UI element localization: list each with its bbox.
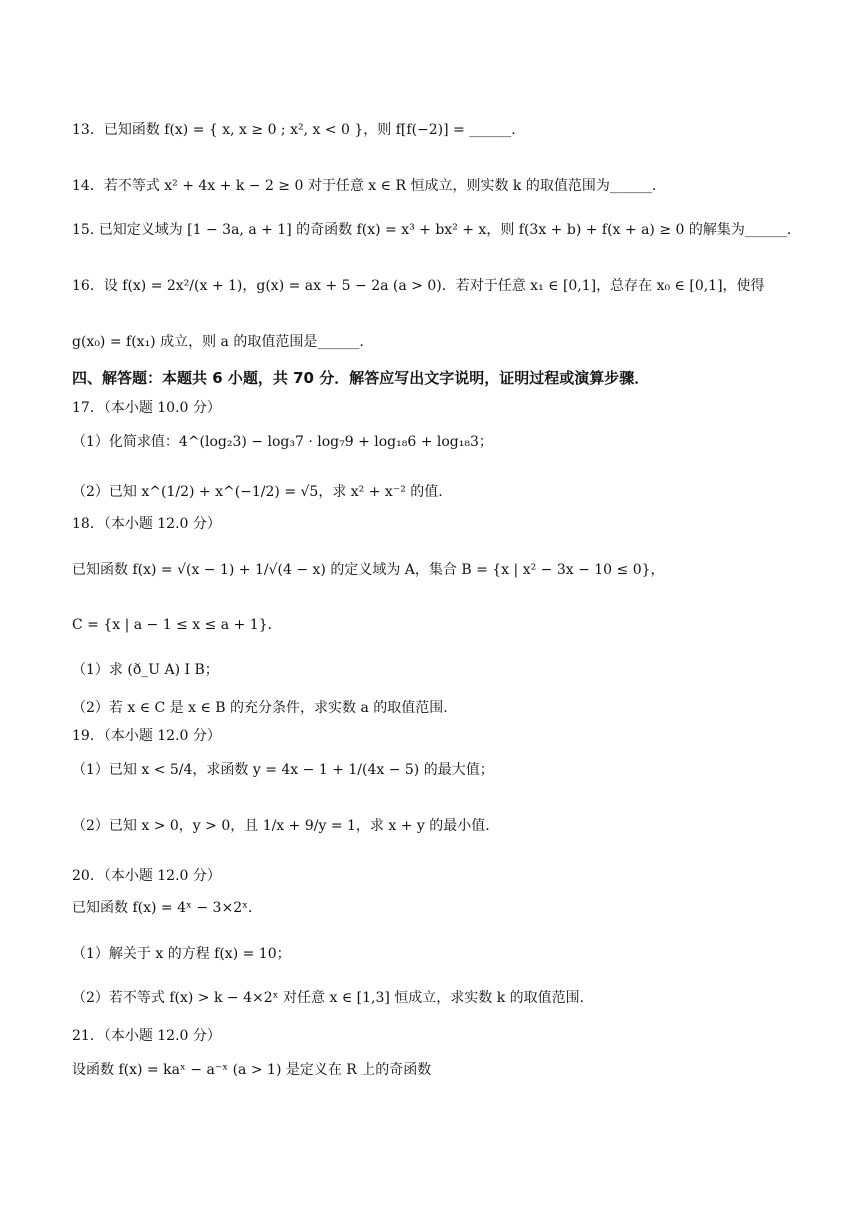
problem-16-line1: 16．设 f(x) = 2x²/(x + 1)，g(x) = ax + 5 − 2a (a > 0)．若对于任意 x₁ ∈ [0,1]，总存在 x₀ ∈ [0,1]，使得 [72,278,765,294]
problem-20-part2: （2）若不等式 f(x) > k − 4×2ˣ 对任意 x ∈ [1,3] 恒成立，求实数 k 的取值范围. [72,990,585,1006]
problem-18-part1: （1）求 (ð_U A) I B； [72,662,219,678]
problem-15: 15. 已知定义域为 [1 − 3a, a + 1] 的奇函数 f(x) = x³ + bx² + x，则 f(3x + b) + f(x + a) ≥ 0 的解集为______. [72,222,792,238]
problem-20-header: 20．（本小题 12.0 分） [72,868,221,884]
problem-18-statement: 已知函数 f(x) = √(x − 1) + 1/√(4 − x) 的定义域为 A，集合 B = {x | x² − 3x − 10 ≤ 0}， [72,562,665,578]
problem-19-part1: （1）已知 x < 5/4，求函数 y = 4x − 1 + 1/(4x − 5) 的最大值； [72,762,494,778]
problem-16-line2: g(x₀) = f(x₁) 成立，则 a 的取值范围是______. [72,334,364,350]
problem-21-statement: 设函数 f(x) = kaˣ − a⁻ˣ (a > 1) 是定义在 R 上的奇函数 [72,1062,432,1078]
problem-17-header: 17．（本小题 10.0 分） [72,400,221,416]
problem-18-header: 18．（本小题 12.0 分） [72,516,221,532]
problem-13: 13．已知函数 f(x) = { x, x ≥ 0 ; x², x < 0 }，则 f[f(−2)] = ______. [72,122,516,138]
problem-17-part1: （1）化简求值：4^(log₂3) − log₃7 · log₇9 + log₁₈6 + log₁₈3； [72,434,493,450]
problem-17-part2: （2）已知 x^(1/2) + x^(−1/2) = √5，求 x² + x⁻² 的值. [72,484,443,500]
section-heading: 四、解答题：本题共 6 小题，共 70 分．解答应写出文字说明，证明过程或演算步骤． [72,369,650,387]
problem-20-statement: 已知函数 f(x) = 4ˣ − 3×2ˣ． [72,900,263,916]
problem-21-header: 21．（本小题 12.0 分） [72,1028,221,1044]
problem-19-header: 19．（本小题 12.0 分） [72,728,221,744]
problem-20-part1: （1）解关于 x 的方程 f(x) = 10； [72,946,291,962]
problem-18-set-c: C = {x | a − 1 ≤ x ≤ a + 1}． [72,617,282,633]
problem-19-part2: （2）已知 x > 0，y > 0，且 1/x + 9/y = 1，求 x + y 的最小值. [72,818,490,834]
problem-18-part2: （2）若 x ∈ C 是 x ∈ B 的充分条件，求实数 a 的取值范围. [72,700,448,716]
problem-14: 14．若不等式 x² + 4x + k − 2 ≥ 0 对于任意 x ∈ R 恒成立，则实数 k 的取值范围为______. [72,178,657,194]
